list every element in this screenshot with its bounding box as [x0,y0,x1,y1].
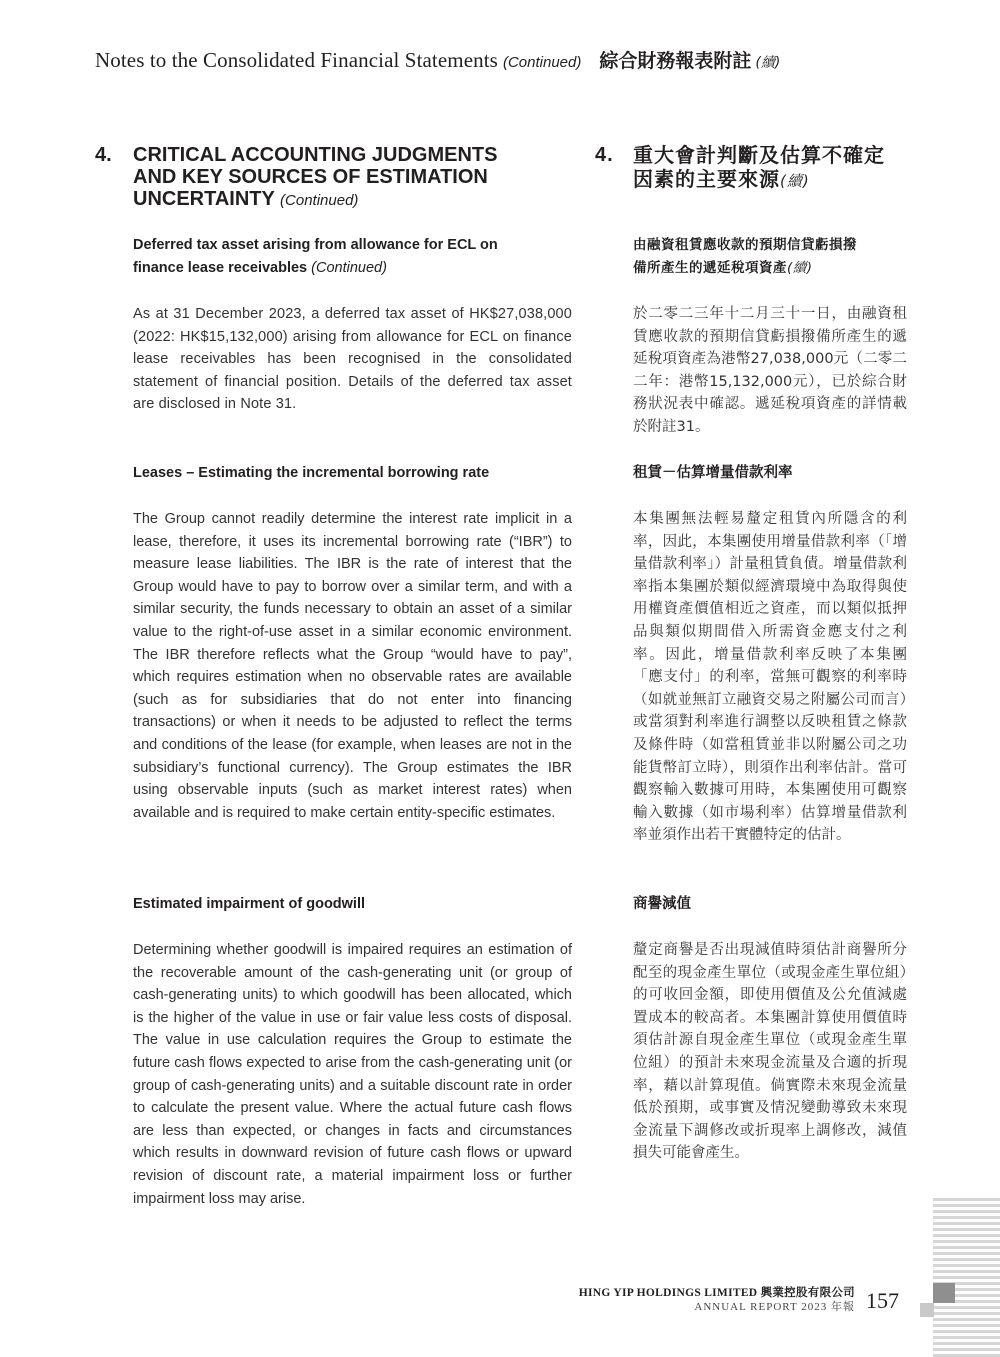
goodwill-heading-en: Estimated impairment of goodwill [133,896,366,912]
deferred-tax-continued-en: (Continued) [311,260,387,276]
leases-body-en: The Group cannot readily determine the interest rate implicit in a lease, therefore, it uses its incremental borrowing rate (“IBR”) to measure lease liabilities. The IBR is the rate of interest that the Group would have to pay to borrow over a similar term, and with a similar security, the funds necessary to obtain an asset of a similar value to the right-of-use asset in a similar economic environment. The IBR therefore reflects what the Group “would have to pay”, which requires estimation when no observable rates are available (such as for subsidiaries that do not enter into financing transactions) or when it needs to be adjusted to reflect the terms and conditions of the lease (for example, when leases are not in the subsidiary’s functional currency). The Group estimates the IBR using observable inputs (such as market interest rates) when available and is required to make certain entity-specific estimates. [133,511,572,821]
deferred-tax-heading-en-line2: finance lease receivables [133,260,308,276]
header-continued-en: (Continued) [502,54,582,71]
section-title-en-line2: AND KEY SOURCES OF ESTIMATION [133,166,488,188]
section-title-en [95,144,573,212]
decorative-square-dark [933,1283,955,1303]
decorative-stripes [933,1198,1000,1357]
section-number-en: 4. [95,144,112,166]
section-continued-en: (Continued) [280,192,359,209]
header-title-zh: 綜合財務報表附註 [599,50,752,72]
section-title-zh-line2: 因素的主要來源 [633,167,780,191]
leases-heading-zh: 租賃－估算增量借款利率 [633,465,793,481]
section-title-en-line1: CRITICAL ACCOUNTING JUDGMENTS [133,144,498,166]
deferred-tax-body-zh: 於二零二三年十二月三十一日，由融資租賃應收款的預期信貸虧損撥備所產生的遞延稅項資產為港幣27,038,000元（二零二二年：港幣15,132,000元），已於綜合財務狀況表中確認。遞延稅項資產的詳情載於附註31。 [633,306,907,435]
section-title-zh-line1: 重大會計判斷及估算不確定 [633,143,885,167]
goodwill-body-zh: 釐定商譽是否出現減值時須估計商譽所分配至的現金產生單位（或現金產生單位組）的可收回金額，即使用價值及公允值減處置成本的較高者。本集團計算使用價值時須估計源自現金產生單位（或現金產生單位組）的預計未來現金流量及合適的折現率，藉以計算現值。倘實際未來現金流量低於預期，或事實及情況變動導致未來現金流量下調修改或折現率上調修改，減值損失可能會產生。 [633,942,907,1162]
decorative-square-light [920,1303,934,1317]
deferred-tax-body-en: As at 31 December 2023, a deferred tax asset of HK$27,038,000 (2022: HK$15,132,000) arising from allowance for ECL on finance lease receivables has been recognised in the consolidated statement of financial position. Details of the deferred tax asset are disclosed in Note 31. [133,306,572,413]
section-title-en-line3: UNCERTAINTY [133,188,275,210]
header-title-en: Notes to the Consolidated Financial Statements [95,48,498,72]
deferred-tax-heading-zh-line1: 由融資租賃應收款的預期信貸虧損撥 [633,237,857,253]
deferred-tax-heading-en [133,234,572,280]
section-continued-zh: (續) [780,172,810,190]
goodwill-heading-zh: 商譽減值 [633,896,691,912]
footer-report: ANNUAL REPORT 2023 年報 [694,1301,855,1313]
deferred-tax-heading-zh-line2: 備所產生的遞延稅項資產 [633,260,787,276]
deferred-tax-continued-zh: (續) [787,260,813,276]
deferred-tax-heading-zh [633,234,907,280]
deferred-tax-heading-en-line1: Deferred tax asset arising from allowance for ECL on [133,237,498,253]
section-title-zh [595,143,907,193]
footer-company: HING YIP HOLDINGS LIMITED 興業控股有限公司 [578,1287,855,1299]
leases-heading-en: Leases – Estimating the incremental borrowing rate [133,465,490,481]
page-number: 157 [866,1288,899,1313]
running-header [95,46,780,73]
leases-body-zh: 本集團無法輕易釐定租賃內所隱含的利率，因此，本集團使用增量借款利率（「增量借款利率」）計量租賃負債。增量借款利率指本集團於類似經濟環境中為取得與使用權資產價值相近之資產，而以類似抵押品與類似期間借入所需資金應支付之利率。因此，增量借款利率反映了本集團「應支付」的利率，當無可觀察的利率時（如就並無訂立融資交易之附屬公司而言）或當須對利率進行調整以反映租賃之條款及條件時（如當租賃並非以附屬公司之功能貨幣訂立時），則須作出利率估計。當可觀察輸入數據可用時，本集團使用可觀察輸入數據（如市場利率）估算增量借款利率並須作出若干實體特定的估計。 [633,511,907,844]
section-number-zh: 4. [595,144,614,166]
header-continued-zh: (續) [755,55,781,71]
footer [579,1286,855,1314]
goodwill-body-en: Determining whether goodwill is impaired requires an estimation of the recoverable amount of the cash-generating unit (or group of cash-generating units) to which goodwill has been allocated, which is the higher of the value in use or fair value less costs of disposal. The value in use calculation requires the Group to estimate the future cash flows expected to arise from the cash-generating unit (or group of cash-generating units) and a suitable discount rate in order to calculate the present value. Where the actual future cash flows are less than expected, or changes in facts and circumstances which results in downward revision of future cash flows or upward revision of discount rate, a material impairment loss or further impairment loss may arise. [133,942,572,1207]
